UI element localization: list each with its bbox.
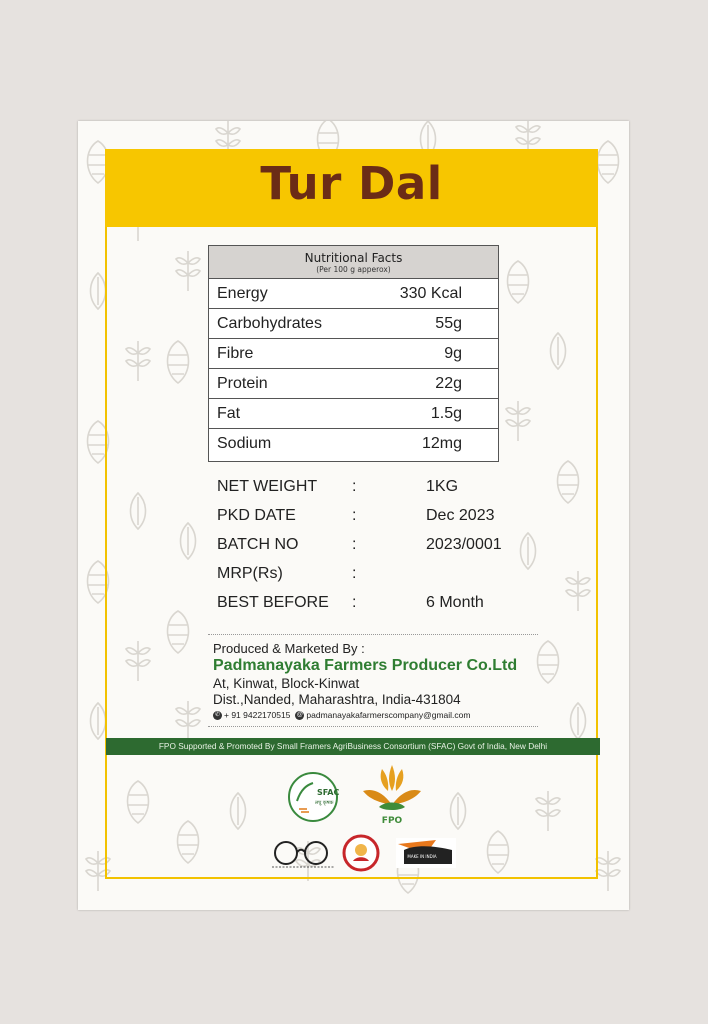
nutrient-value: 1.5g bbox=[430, 405, 462, 422]
nutrient-name: Energy bbox=[217, 285, 268, 302]
nutrition-row bbox=[209, 339, 498, 369]
emblem-logo bbox=[342, 834, 380, 872]
nutrient-value: 55g bbox=[435, 315, 462, 332]
contact-line bbox=[213, 710, 593, 720]
address-line-2: Dist.,Nanded, Maharashtra, India-431804 bbox=[213, 692, 461, 707]
product-title: Tur Dal bbox=[260, 157, 443, 210]
detail-label: BATCH NO bbox=[217, 536, 299, 553]
address-line-1: At, Kinwat, Block-Kinwat bbox=[213, 676, 360, 691]
detail-separator: : bbox=[352, 536, 357, 553]
product-label bbox=[78, 121, 629, 910]
nutrition-subheading: (Per 100 g apperox) bbox=[316, 265, 391, 274]
nutrient-name: Fat bbox=[217, 405, 241, 422]
sfac-support-band: FPO Supported & Promoted By Small Framers AgriBusiness Consortium (SFAC) Govt of India, New Delhi bbox=[106, 738, 600, 755]
nutrient-value: 12mg bbox=[421, 435, 462, 452]
email-address: padmanayakafarmerscompany@gmail.com bbox=[306, 710, 471, 720]
make-in-india-text: MAKE IN INDIA bbox=[407, 854, 437, 859]
make-in-india-logo bbox=[396, 836, 456, 870]
sfac-logo-hindi: लघु कृषक bbox=[315, 800, 334, 806]
detail-row bbox=[217, 594, 547, 623]
detail-separator: : bbox=[352, 594, 357, 611]
fpo-logo-text: FPO bbox=[381, 816, 403, 826]
detail-separator: : bbox=[352, 565, 357, 582]
nutrition-table-header bbox=[209, 246, 498, 279]
nutrition-row bbox=[209, 429, 498, 459]
detail-value: 1KG bbox=[426, 478, 459, 495]
detail-separator: : bbox=[352, 507, 357, 524]
nutrient-name: Sodium bbox=[217, 435, 272, 452]
sfac-logo bbox=[287, 771, 339, 823]
detail-row bbox=[217, 565, 547, 594]
nutrient-value: 330 Kcal bbox=[399, 285, 462, 302]
nutrition-row bbox=[209, 369, 498, 399]
phone-icon: ✆ bbox=[214, 711, 221, 718]
detail-value: 6 Month bbox=[426, 594, 484, 611]
detail-label: MRP(Rs) bbox=[217, 565, 283, 582]
detail-label: BEST BEFORE bbox=[217, 594, 329, 611]
nutrition-row bbox=[209, 399, 498, 429]
sfac-logo-text: SFAC bbox=[317, 788, 339, 797]
detail-value: Dec 2023 bbox=[426, 507, 495, 524]
nutrition-row bbox=[209, 279, 498, 309]
email-icon: @ bbox=[296, 711, 303, 718]
swachh-bharat-logo bbox=[268, 837, 338, 873]
nutrition-table bbox=[208, 245, 499, 462]
detail-value: 2023/0001 bbox=[426, 536, 502, 553]
detail-row bbox=[217, 478, 547, 507]
nutrient-name: Fibre bbox=[217, 345, 254, 362]
producer-heading: Produced & Marketed By : bbox=[213, 641, 365, 656]
company-name: Padmanayaka Farmers Producer Co.Ltd bbox=[213, 657, 518, 674]
detail-row bbox=[217, 507, 547, 536]
nutrient-value: 9g bbox=[444, 345, 462, 362]
nutrient-name: Protein bbox=[217, 375, 268, 392]
fpo-logo bbox=[355, 761, 429, 829]
detail-label: NET WEIGHT bbox=[217, 478, 318, 495]
nutrition-heading: Nutritional Facts bbox=[304, 251, 403, 265]
nutrition-row bbox=[209, 309, 498, 339]
divider bbox=[208, 634, 538, 635]
nutrient-value: 22g bbox=[435, 375, 462, 392]
detail-label: PKD DATE bbox=[217, 507, 296, 524]
detail-separator: : bbox=[352, 478, 357, 495]
title-band bbox=[105, 149, 598, 227]
product-details bbox=[217, 478, 547, 623]
divider bbox=[208, 726, 538, 727]
phone-number: + 91 9422170515 bbox=[224, 710, 291, 720]
detail-row bbox=[217, 536, 547, 565]
producer-block bbox=[213, 641, 593, 720]
nutrient-name: Carbohydrates bbox=[217, 315, 322, 332]
